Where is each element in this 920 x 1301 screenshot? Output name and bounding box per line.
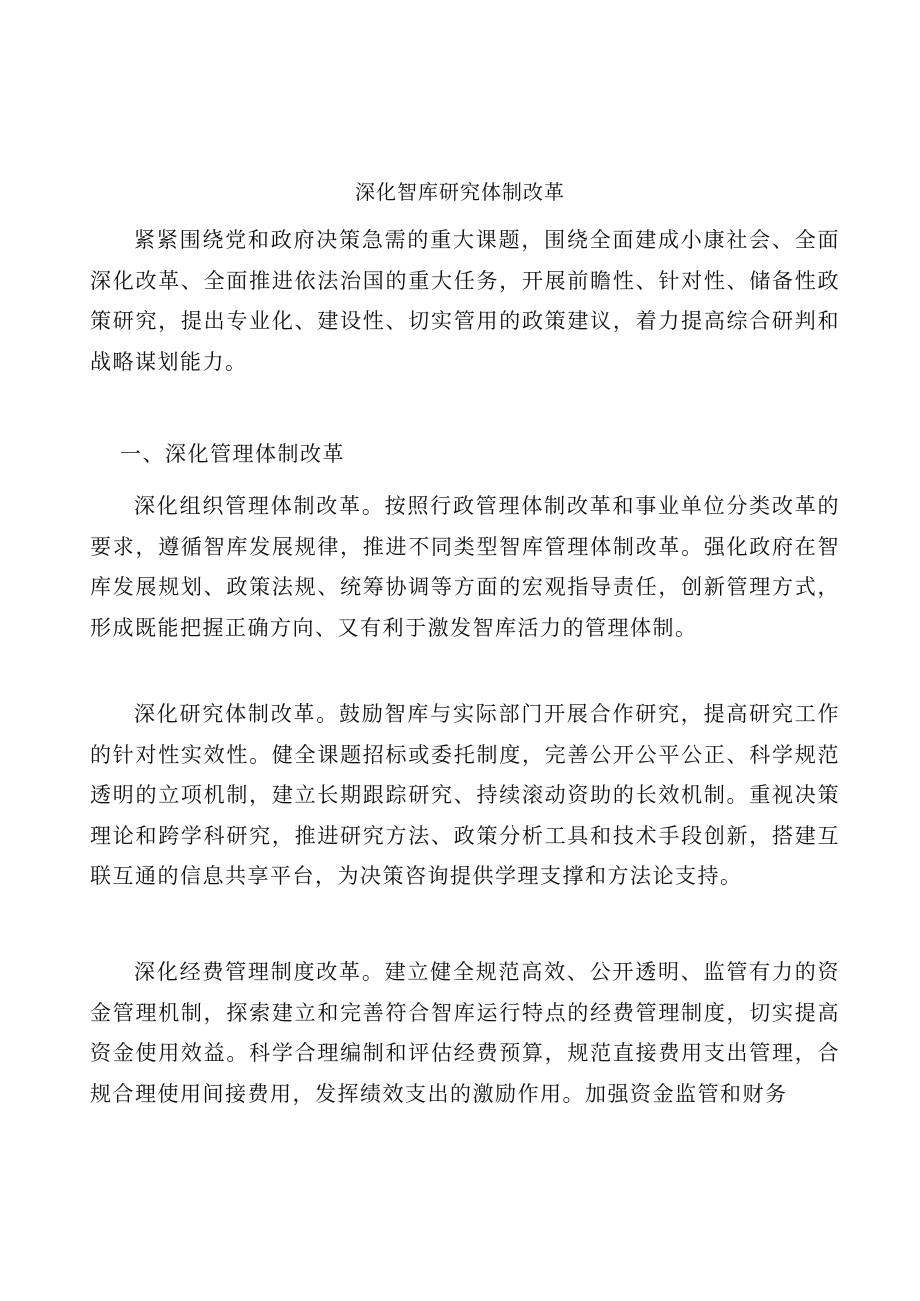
document-title: 深化智库研究体制改革 [355,180,565,204]
section-heading: 一、深化管理体制改革 [120,442,345,466]
intro-paragraph: 紧紧围绕党和政府决策急需的重大课题，围绕全面建成小康社会、全面深化改革、全面推进依法治国的重大任务，开展前瞻性、针对性、储备性政策研究，提出专业化、建设性、切实管用的政策建议，着力提高综合研判和战略谋划能力。 [90,228,840,374]
paragraph-funding-management: 深化经费管理制度改革。建立健全规范高效、公开透明、监管有力的资金管理机制，探索建立和完善符合智库运行特点的经费管理制度，切实提高资金使用效益。科学合理编制和评估经费预算，规范直接费用支出管理，合规合理使用间接费用，发挥绩效支出的激励作用。加强资金监管和财务 [90,960,840,1106]
paragraph-research-system: 深化研究体制改革。鼓励智库与实际部门开展合作研究，提高研究工作的针对性实效性。健全课题招标或委托制度，完善公开公平公正、科学规范透明的立项机制，建立长期跟踪研究、持续滚动资助的长效机制。重视决策理论和跨学科研究，推进研究方法、政策分析工具和技术手段创新，搭建互联互通的信息共享平台，为决策咨询提供学理支撑和方法论支持。 [90,702,840,888]
paragraph-organization-management: 深化组织管理体制改革。按照行政管理体制改革和事业单位分类改革的要求，遵循智库发展规律，推进不同类型智库管理体制改革。强化政府在智库发展规划、政策法规、统筹协调等方面的宏观指导责任，创新管理方式，形成既能把握正确方向、又有利于激发智库活力的管理体制。 [90,494,840,640]
